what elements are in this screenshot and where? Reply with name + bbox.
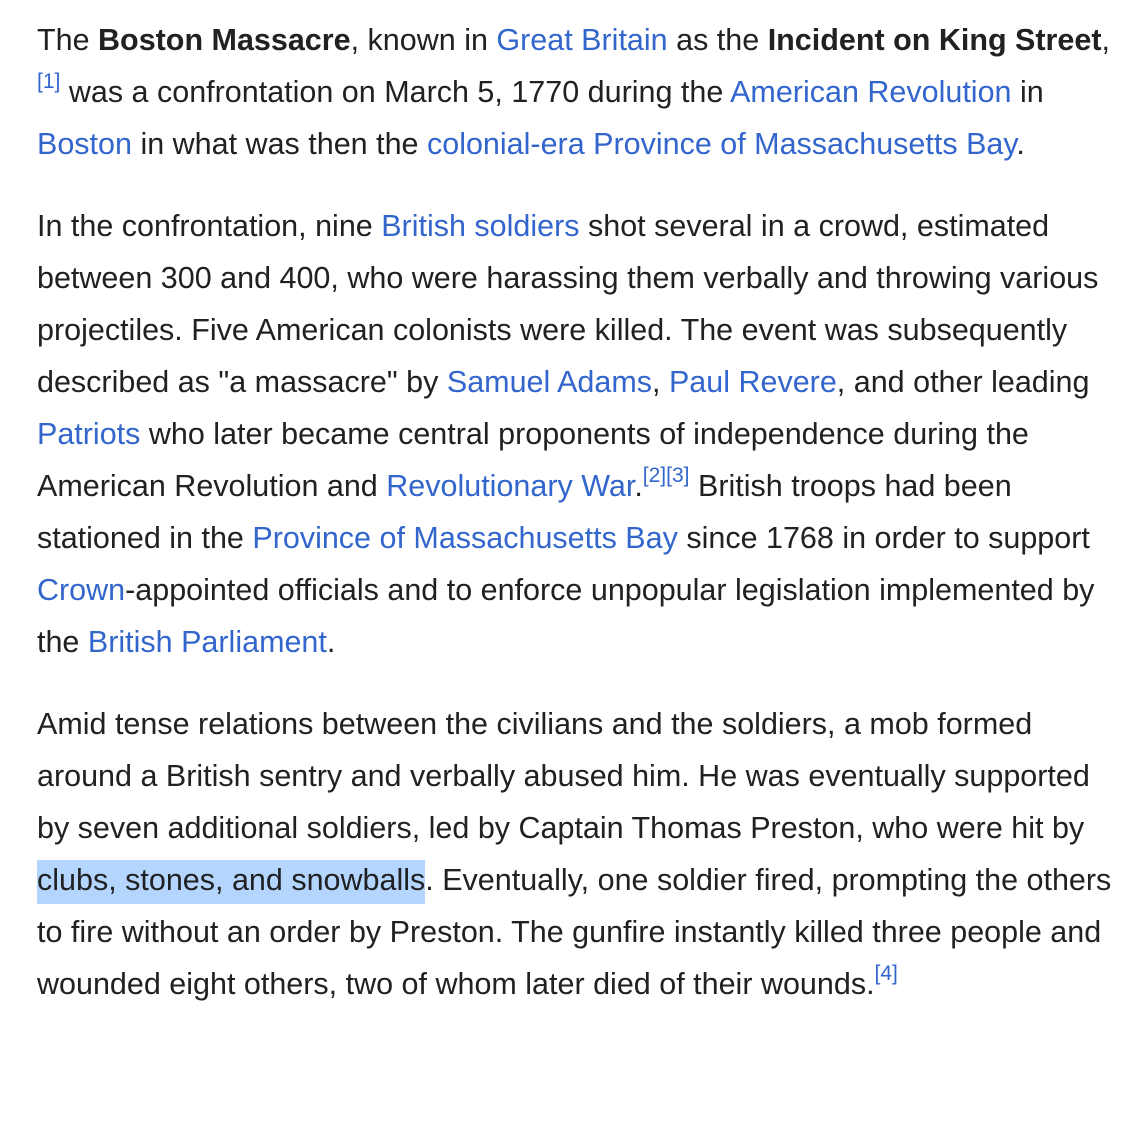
link-american-revolution[interactable]: American Revolution — [730, 75, 1012, 109]
text: shot several in a crowd, estimated between 300 and 400, who were harassing them verbally and throwing various projectiles. Five American colonists were killed. The event was subsequently described as "a massacre" by — [37, 209, 1099, 399]
citation-link-2[interactable]: [2] — [642, 463, 667, 487]
citation-2 — [643, 464, 666, 487]
text: The — [37, 23, 99, 57]
link-patriots[interactable]: Patriots — [37, 417, 141, 451]
link-british-soldiers[interactable]: British soldiers — [381, 209, 580, 243]
paragraph-mob — [37, 698, 1117, 1010]
text: was a confrontation on March 5, 1770 during the — [60, 75, 731, 109]
text: since 1768 in order to support — [677, 521, 1090, 555]
link-british-parliament[interactable]: British Parliament — [87, 625, 327, 659]
paragraph-confrontation — [37, 200, 1117, 668]
text: -appointed officials and to enforce unpopular legislation implemented by the — [37, 573, 1095, 659]
text: . — [634, 469, 643, 503]
text: , — [652, 365, 669, 399]
selected-text-highlight[interactable]: clubs, stones, and snowballs — [37, 860, 425, 904]
link-province-of-massachusetts-bay[interactable]: colonial-era Province of Massachusetts Bay — [426, 127, 1017, 161]
citation-link-4[interactable]: [4] — [874, 961, 898, 985]
link-revolutionary-war[interactable]: Revolutionary War — [386, 469, 635, 503]
link-crown[interactable]: Crown — [37, 573, 126, 607]
text: . Eventually, one soldier fired, prompting the others to fire without an order by Preston. The gunfire instantly killed three people and wounded eight others, two of whom later died of their wounds. — [37, 863, 1112, 1001]
paragraph-intro — [37, 14, 1117, 170]
citation-1 — [37, 70, 60, 93]
text: Amid tense relations between the civilians and the soldiers, a mob formed around a British sentry and verbally abused him. He was eventually supported by seven additional soldiers, led by Captain Thomas Preston, who were hit by — [37, 707, 1090, 845]
bold-term-incident-on-king-street: Incident on King Street — [767, 23, 1102, 57]
text: , known in — [350, 23, 497, 57]
text: . — [1016, 127, 1025, 161]
link-boston[interactable]: Boston — [37, 127, 132, 161]
bold-term-boston-massacre: Boston Massacre — [98, 23, 351, 57]
link-great-britain[interactable]: Great Britain — [496, 23, 668, 57]
text: , and other leading — [836, 365, 1090, 399]
citation-link-1[interactable]: [1] — [37, 69, 61, 93]
text: as the — [667, 23, 768, 57]
text: in — [1011, 75, 1044, 109]
citation-4 — [875, 962, 898, 985]
text: , — [1101, 23, 1110, 57]
text: In the confrontation, nine — [37, 209, 382, 243]
link-province-of-massachusetts-bay-2[interactable]: Province of Massachusetts Bay — [252, 521, 678, 555]
text: in what was then the — [131, 127, 427, 161]
citation-3 — [666, 464, 689, 487]
text: who later became central proponents of independence during the American Revolution and — [37, 417, 1029, 503]
citation-link-3[interactable]: [3] — [666, 463, 690, 487]
link-paul-revere[interactable]: Paul Revere — [668, 365, 837, 399]
text: British troops had been stationed in the — [37, 469, 1012, 555]
link-samuel-adams[interactable]: Samuel Adams — [446, 365, 652, 399]
text: . — [326, 625, 336, 659]
